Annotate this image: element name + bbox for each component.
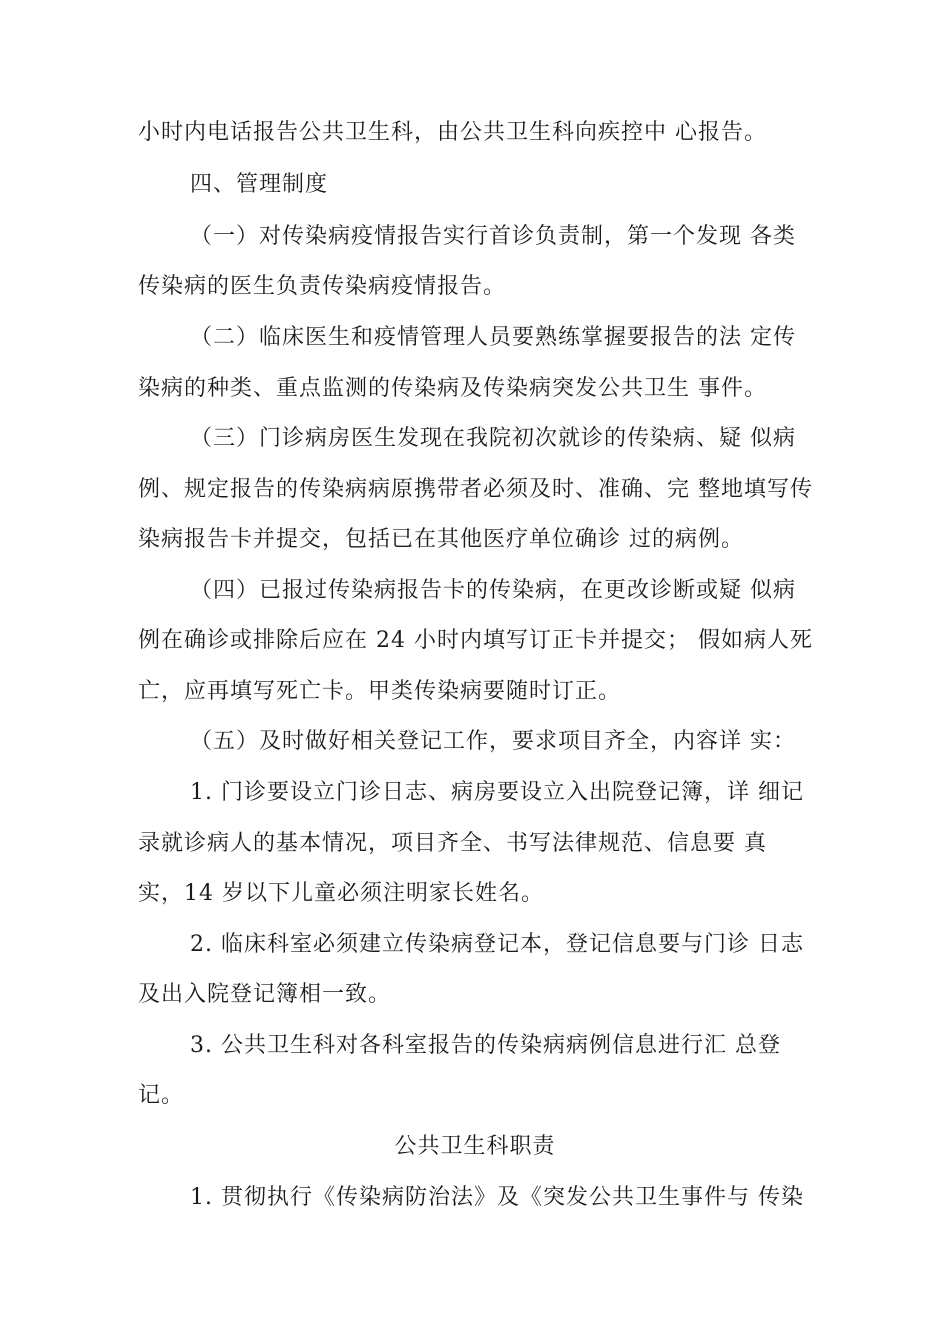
section-title: 公共卫生科职责 (394, 1134, 556, 1159)
paragraph-line: （一）对传染病疫情报告实行首诊负责制，第一个发现 各类 (190, 224, 796, 249)
paragraph-line: （五）及时做好相关登记工作，要求项目齐全，内容详 实： (190, 729, 796, 754)
paragraph-line: 亡，应再填写死亡卡。甲类传染病要随时订正。 (138, 679, 622, 704)
paragraph-line: 及出入院登记簿相一致。 (138, 982, 392, 1007)
paragraph-line: 染病报告卡并提交，包括已在其他医疗单位确诊 过的病例。 (138, 527, 744, 552)
paragraph-line: 1. 贯彻执行《传染病防治法》及《突发公共卫生事件与 传染 (190, 1185, 804, 1210)
paragraph-line: 3. 公共卫生科对各科室报告的传染病病例信息进行汇 总登 (190, 1033, 781, 1058)
paragraph-line: 录就诊病人的基本情况，项目齐全、书写法律规范、信息要 真 (138, 831, 767, 856)
paragraph-line: 例在确诊或排除后应在 24 小时内填写订正卡并提交； 假如病人死 (138, 628, 813, 653)
section-heading: 四、管理制度 (190, 172, 329, 197)
paragraph-line: 传染病的医生负责传染病疫情报告。 (138, 274, 507, 299)
paragraph-line: 1. 门诊要设立门诊日志、病房要设立入出院登记簿，详 细记 (190, 780, 804, 805)
paragraph-line: 染病的种类、重点监测的传染病及传染病突发公共卫生 事件。 (138, 376, 767, 401)
paragraph-line: 2. 临床科室必须建立传染病登记本，登记信息要与门诊 日志 (190, 932, 804, 957)
paragraph-line: 小时内电话报告公共卫生科，由公共卫生科向疾控中 心报告。 (138, 120, 767, 145)
paragraph-line: （三）门诊病房医生发现在我院初次就诊的传染病、疑 似病 (190, 426, 796, 451)
paragraph-line: （二）临床医生和疫情管理人员要熟练掌握要报告的法 定传 (190, 325, 796, 350)
paragraph-line: 实，14 岁以下儿童必须注明家长姓名。 (138, 881, 544, 906)
paragraph-line: （四）已报过传染病报告卡的传染病，在更改诊断或疑 似病 (190, 578, 796, 603)
paragraph-line: 记。 (138, 1083, 185, 1108)
paragraph-line: 例、规定报告的传染病病原携带者必须及时、准确、完 整地填写传 (138, 477, 813, 502)
